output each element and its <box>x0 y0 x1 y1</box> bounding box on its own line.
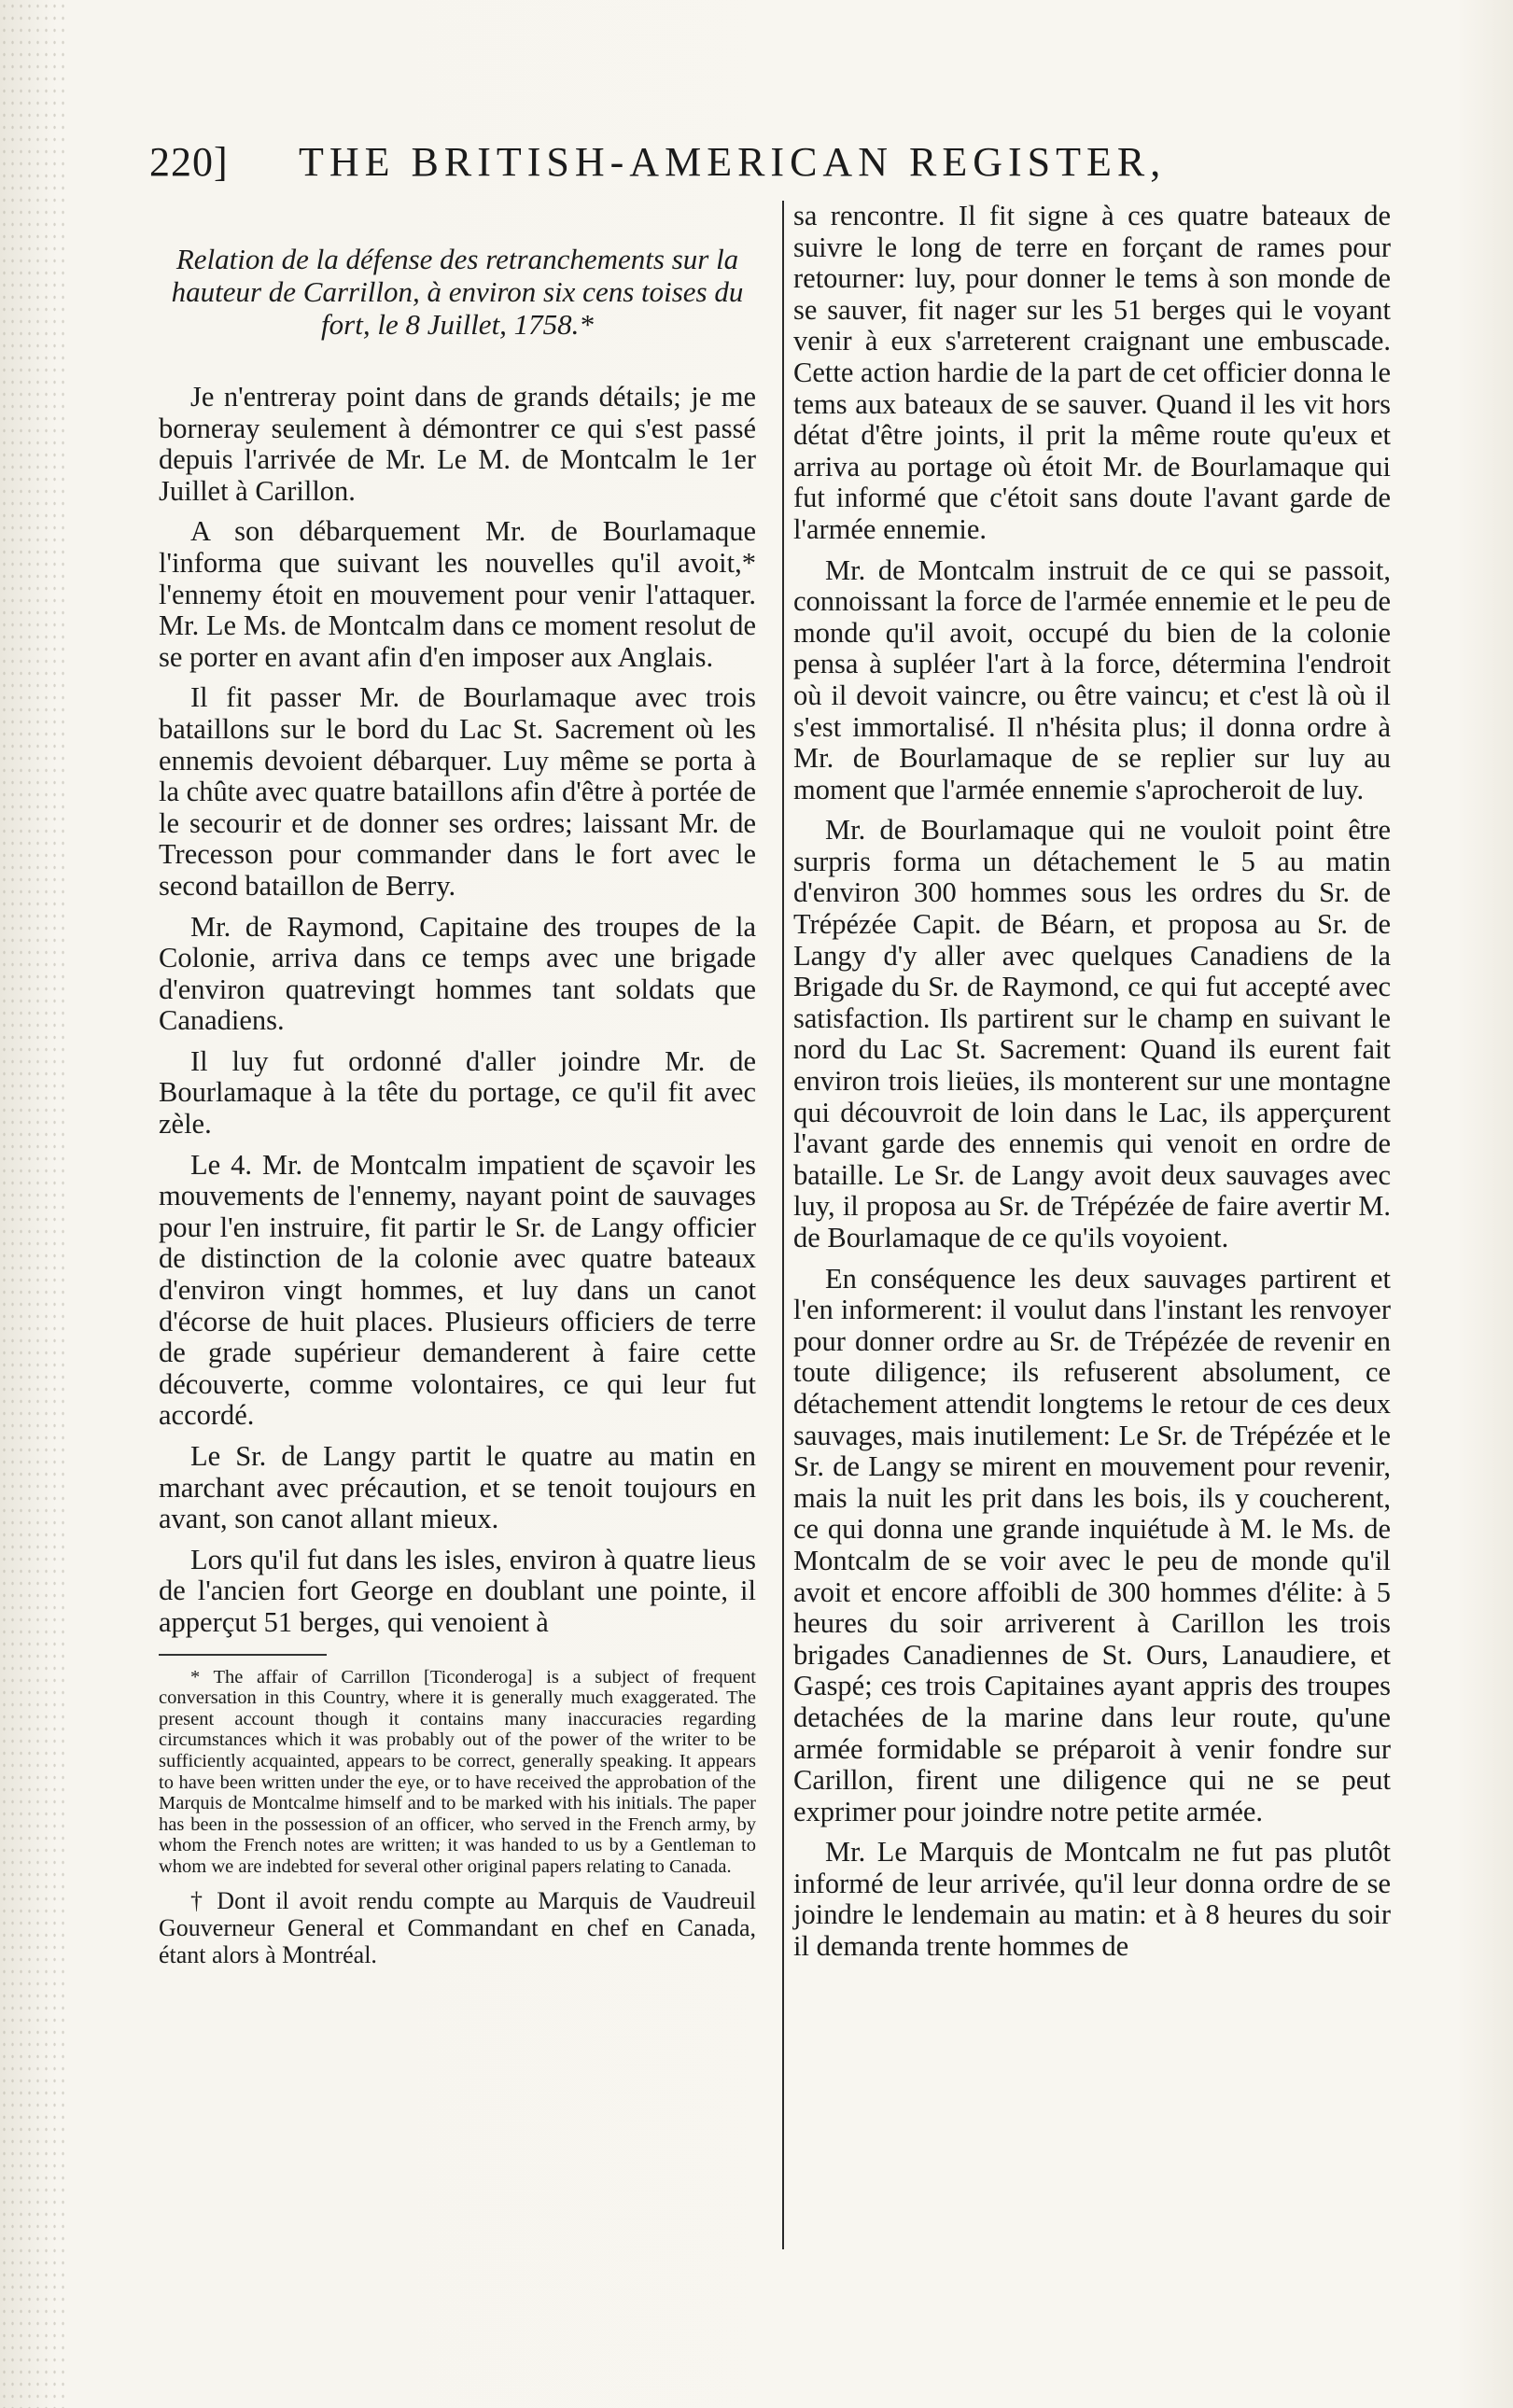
running-header <box>149 138 1409 194</box>
paragraph: Il fit passer Mr. de Bourlamaque avec trois bataillons sur le bord du Lac St. Sacrement où les ennemis devoient débarquer. Luy même se porta à la chûte avec quatre bataillons afin d'être à portée de le secourir et de donner ses ordres; laissant Mr. de Trecesson pour commander dans le fort avec le second bataillon de Berry. <box>159 681 756 902</box>
footnote-separator <box>159 1654 327 1656</box>
footnote-2: † Dont il avoit rendu compte au Marquis de Vaudreuil Gouverneur General et Commandant en chef en Canada, étant alors à Montréal. <box>159 1886 756 1968</box>
paragraph: sa rencontre. Il fit signe à ces quatre bateaux de suivre le long de terre en forçant de rames pour retourner: luy, pour donner le tems à son monde de se sauver, fit nager sur les 51 berges qui le voyant venir à eux s'arreterent craignant une embuscade. Cette action hardie de la part de cet officier donna le tems aux bateaux de se sauver. Quand il les vit hors détat d'être joints, il prit la même route qu'eux et arriva au portage où étoit Mr. de Bourlamaque qui fut informé que c'étoit sans doute l'avant garde de l'armée ennemie. <box>793 200 1391 545</box>
journal-title: THE BRITISH-AMERICAN REGISTER, <box>299 139 1167 185</box>
paragraph: Mr. de Montcalm instruit de ce qui se passoit, connoissant la force de l'armée ennemie et le peu de monde qu'il avoit, occupé du bien de la colonie pensa à supléer l'art à la force, détermina l'endroit où il devoit vaincre, ou être vaincu; et c'est là où il s'est immortalisé. Il n'hésita plus; il donna ordre à Mr. de Bourlamaque de se replier sur luy au moment que l'armée ennemie s'aprocheroit de luy. <box>793 553 1391 805</box>
column-divider <box>782 201 784 2249</box>
right-column <box>793 201 1391 1972</box>
paragraph: Le Sr. de Langy partit le quatre au matin en marchant avec précaution, et se tenoit toujours en avant, son canot allant mieux. <box>159 1440 756 1535</box>
page-edge-speckle <box>0 0 65 2408</box>
paragraph: A son débarquement Mr. de Bourlamaque l'informa que suivant les nouvelles qu'il avoit,* l'ennemy étoit en mouvement pour venir l'attaquer. Mr. Le Ms. de Montcalm dans ce moment resolut de se porter en avant afin d'en imposer aux Anglais. <box>159 515 756 673</box>
paragraph: Je n'entreray point dans de grands détails; je me borneray seulement à démontrer ce qui s'est passé depuis l'arrivée de Mr. Le M. de Montcalm le 1er Juillet à Carillon. <box>159 381 756 507</box>
paragraph: En conséquence les deux sauvages partirent et l'en informerent: il voulut dans l'instant les renvoyer pour donner ordre au Sr. de Trépézée de revenir en toute diligence; ils refuserent absolument, ce détachement attendit longtems le retour de ces deux sauvages, mais inutilement: Le Sr. de Trépézée et le Sr. de Langy se mirent en mouvement pour revenir, mais la nuit les prit dans les bois, ils y coucherent, ce qui donna une grande inquiétude à M. le Ms. de Montcalm de se voir avec le peu de monde qu'il avoit et encore affoibli de 300 hommes d'élite: à 5 heures du soir arriverent à Carillon les trois brigades Canadiennes de St. Ours, Lanaudiere, et Gaspé; ces trois Capitaines ayant appris des troupes detachées de la marine dans leur route, qu'une armée formidable se préparoit à venir fondre sur Carillon, firent une diligence qui ne se peut exprimer pour joindre notre petite armée. <box>793 1262 1391 1827</box>
page-number: 220] <box>149 139 229 185</box>
paragraph: Mr. de Raymond, Capitaine des troupes de la Colonie, arriva dans ce temps avec une brigade d'environ quatrevingt hommes tant soldats que Canadiens. <box>159 910 756 1037</box>
left-column <box>159 201 756 1978</box>
paragraph: Il luy fut ordonné d'aller joindre Mr. de Bourlamaque à la tête du portage, ce qu'il fit avec zèle. <box>159 1044 756 1141</box>
paragraph: Mr. de Bourlamaque qui ne vouloit point être surpris forma un détachement le 5 au matin d'environ 300 hommes sous les ordres du Sr. de Trépézée Capit. de Béarn, et proposa au Sr. de Langy d'y aller avec quelques Canadiens de la Brigade du Sr. de Raymond, ce qui fut accepté avec satisfaction. Ils partirent sur le champ en suivant le nord du Lac St. Sacrement: Quand ils eurent fait environ trois lieües, ils monterent sur une montagne qui découvroit de loin dans le Lac, ils apperçurent l'avant garde des ennemis qui venoit en ordre de bataille. Le Sr. de Langy avoit deux sauvages avec luy, il proposa au Sr. de Trépézée de faire avertir M. de Bourlamaque de ce qu'ils voyoient. <box>793 814 1391 1253</box>
paragraph: Mr. Le Marquis de Montcalm ne fut pas plutôt informé de leur arrivée, qu'il leur donna ordre de se joindre le lendemain au matin: et à 8 heures du soir il demanda trente hommes de <box>793 1836 1391 1963</box>
footnote-1: * The affair of Carrillon [Ticonderoga] is a subject of frequent conversation in this Country, where it is generally much exaggerated. The present account though it contains many inaccuracies regarding circumstances which it was probably out of the power of the writer to be sufficiently acquainted, appears to be correct, generally speaking. It appears to have been written under the eye, or to have received the approbation of the Marquis de Montcalme himself and to be marked with his initials. The paper has been in the possession of an officer, who served in the French army, by whom the French notes are written; it was handed to us by a Gentleman to whom we are indebted for several other original papers relating to Canada. <box>159 1666 756 1877</box>
relation-title: Relation de la défense des retranchements sur la hauteur de Carrillon, à environ six cens toises du fort, le 8 Juillet, 1758.* <box>171 243 744 341</box>
paragraph: Le 4. Mr. de Montcalm impatient de sçavoir les mouvements de l'ennemy, nayant point de sauvages pour l'en instruire, fit partir le Sr. de Langy officier de distinction de la colonie avec quatre bateaux d'environ vingt hommes, et luy dans un canot d'écorse de huit places. Plusieurs officiers de terre de grade supérieur demanderent à faire cette découverte, comme volontaires, ce qui leur fut accordé. <box>159 1148 756 1432</box>
paragraph: Lors qu'il fut dans les isles, environ à quatre lieus de l'ancien fort George en doublant une pointe, il apperçut 51 berges, qui venoient à <box>159 1543 756 1638</box>
